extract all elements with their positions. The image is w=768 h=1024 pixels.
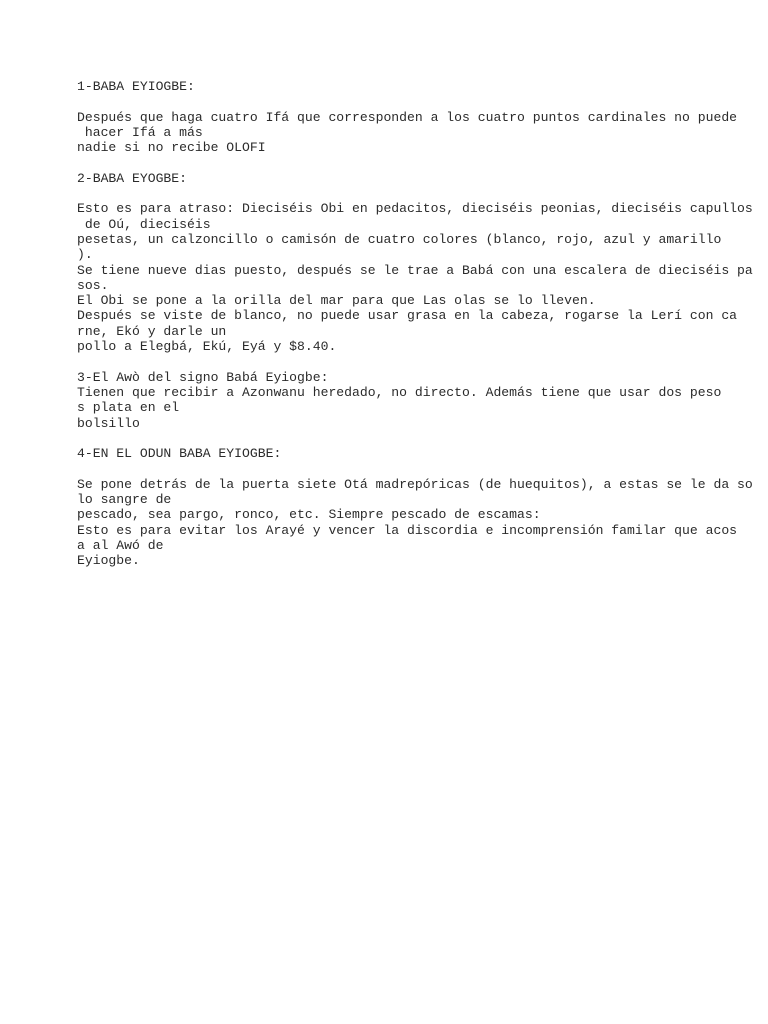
paragraph-line: Después que haga cuatro Ifá que corresponden a los cuatro puntos cardinales no puede	[77, 109, 738, 125]
paragraph-line: Esto es para evitar los Arayé y vencer la discordia e incomprensión familar que acos	[77, 522, 738, 538]
paragraph-line: sos.	[77, 277, 109, 293]
section-heading-4: 4-EN EL ODUN BABA EYIOGBE:	[77, 446, 282, 462]
paragraph-line: El Obi se pone a la orilla del mar para que Las olas se lo lleven.	[77, 293, 596, 309]
paragraph-line: s plata en el	[77, 400, 180, 416]
paragraph-line: Tienen que recibir a Azonwanu heredado, no directo. Además tiene que usar dos peso	[77, 384, 722, 400]
paragraph-line: pesetas, un calzoncillo o camisón de cuatro colores (blanco, rojo, azul y amarillo	[77, 231, 722, 247]
paragraph-line: rne, Ekó y darle un	[77, 323, 227, 339]
paragraph-line: nadie si no recibe OLOFI	[77, 140, 266, 156]
section-heading-1: 1-BABA EYIOGBE:	[77, 79, 195, 94]
section-heading-2: 2-BABA EYOGBE:	[77, 170, 188, 186]
paragraph-line: de Oú, dieciséis	[77, 216, 211, 232]
paragraph-line: lo sangre de	[77, 492, 172, 508]
paragraph-line: Se pone detrás de la puerta siete Otá madrepóricas (de huequitos), a estas se le da so	[77, 476, 753, 492]
paragraph-line: pollo a Elegbá, Ekú, Eyá y $8.40.	[77, 339, 337, 355]
blank-line	[77, 461, 757, 476]
paragraph-line: pescado, sea pargo, ronco, etc. Siempre pescado de escamas:	[77, 507, 541, 523]
blank-line	[77, 354, 757, 369]
document-page	[77, 79, 757, 569]
paragraph-line: Después se viste de blanco, no puede usar grasa en la cabeza, rogarse la Lerí con ca	[77, 308, 738, 324]
paragraph-line: Eyiogbe.	[77, 553, 140, 569]
paragraph-line: Se tiene nueve dias puesto, después se le trae a Babá con una escalera de dieciséis pa	[77, 262, 753, 278]
blank-line	[77, 155, 757, 170]
paragraph-line: hacer Ifá a más	[77, 124, 203, 140]
paragraph-line: bolsillo	[77, 415, 140, 431]
section-heading-3: 3-El Awò del signo Babá Eyiogbe:	[77, 369, 329, 385]
paragraph-line: ).	[77, 247, 93, 263]
paragraph-line: Esto es para atraso: Dieciséis Obi en pedacitos, dieciséis peonias, dieciséis capullos	[77, 201, 753, 217]
blank-line	[77, 94, 757, 109]
blank-line	[77, 431, 757, 446]
paragraph-line: a al Awó de	[77, 537, 164, 553]
blank-line	[77, 186, 757, 201]
